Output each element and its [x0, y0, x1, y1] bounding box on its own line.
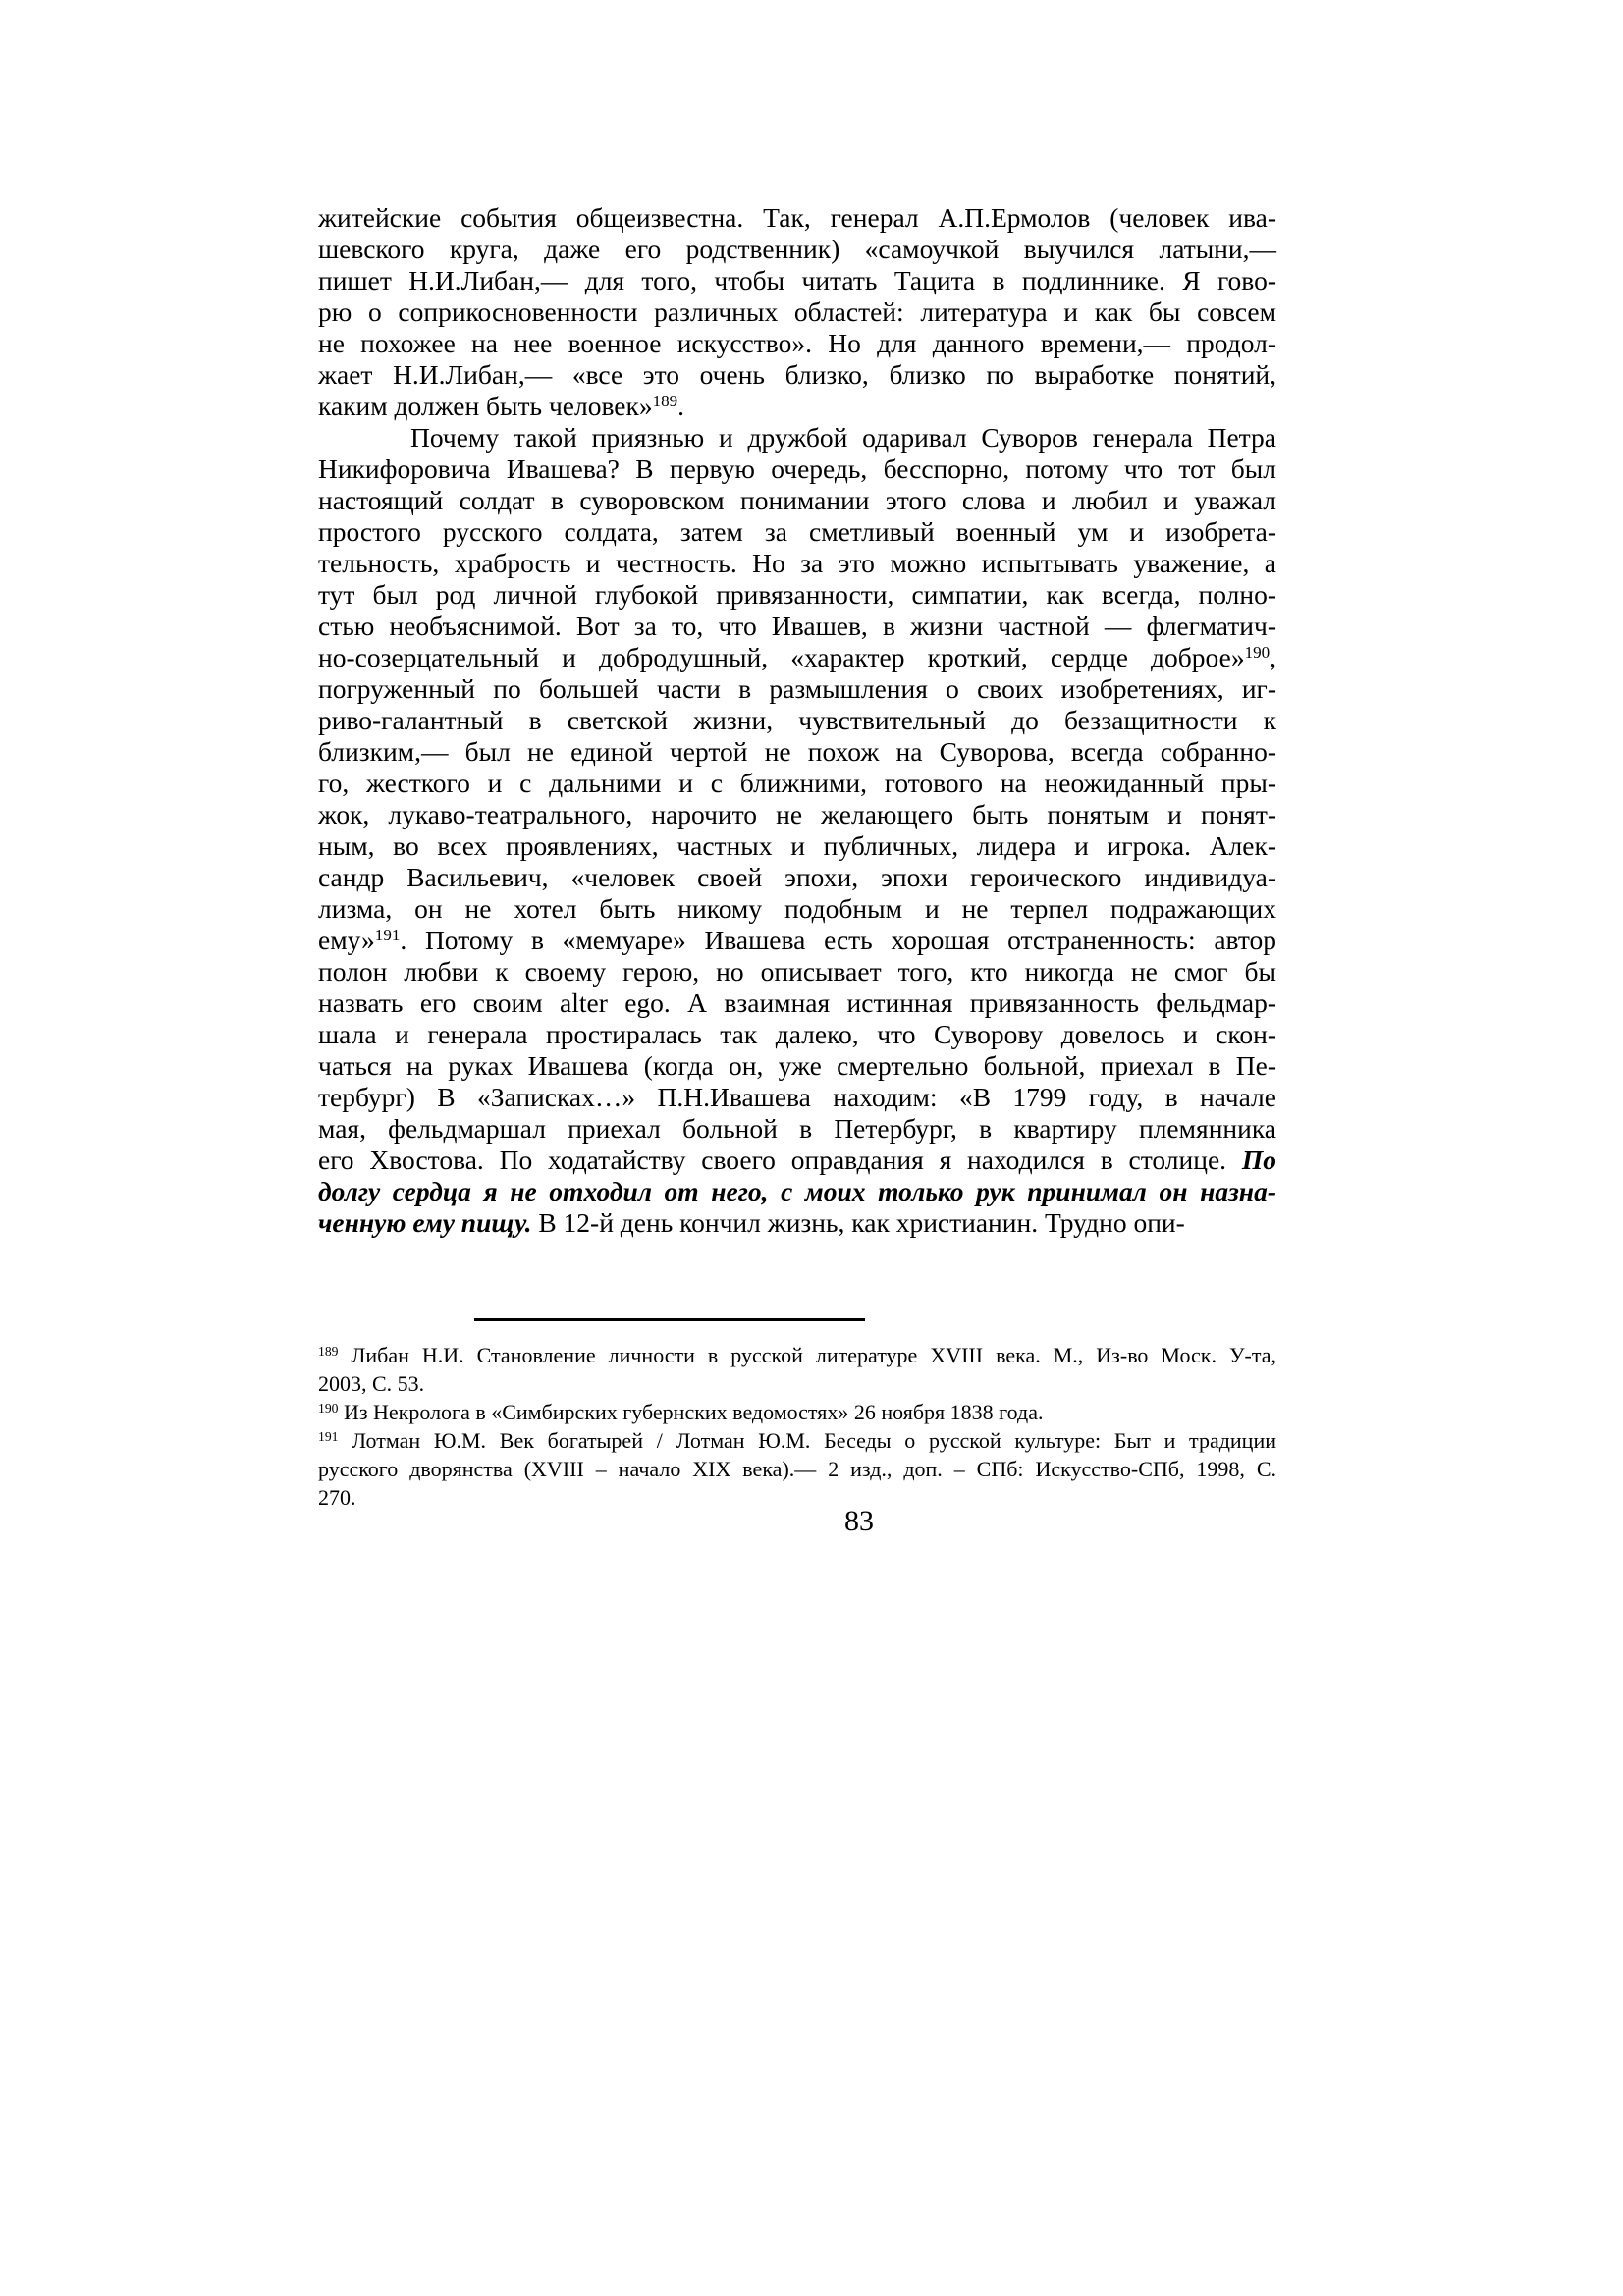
text-segment: жает Н.И.Либан,— «все это очень близко, близко по выработке понятий, [318, 359, 1276, 390]
text-segment: его Хвостова. По ходатайству своего оправдания я находился в столице. [318, 1145, 1242, 1175]
text-line [318, 265, 1276, 296]
text-segment: назвать его своим alter ego. А взаимная истинная привязанность фельдмар- [318, 988, 1276, 1018]
text-line [318, 202, 1276, 234]
text-line [318, 1207, 1276, 1239]
text-segment: В 12-й день кончил жизнь, как христианин. Трудно опи- [531, 1207, 1185, 1238]
text-segment: тербург) В «Записках…» П.Н.Ивашева находим: «В 1799 году, в начале [318, 1082, 1276, 1112]
text-line [318, 328, 1276, 359]
footnote-190 [318, 1398, 1276, 1426]
text-segment: . [677, 391, 685, 421]
text-segment: Из Некролога в «Симбирских губернских ведомостях» 26 ноября 1838 года. [338, 1400, 1044, 1424]
text-line [318, 1176, 1276, 1207]
text-segment: Никифоровича Ивашева? В первую очередь, бесспорно, потому что тот был [318, 454, 1276, 484]
text-line [318, 705, 1276, 736]
text-line [318, 296, 1276, 328]
text-segment: ченную ему пищу. [318, 1207, 532, 1238]
text-line [318, 893, 1276, 925]
text-line [318, 579, 1276, 611]
text-segment: простого русского солдата, затем за сметливый военный ум и изобрета- [318, 516, 1276, 547]
footnote-marker: 191 [318, 1428, 339, 1444]
text-segment: го, жесткого и с дальними и с ближними, готового на неожиданный пры- [318, 768, 1276, 798]
paragraph-1 [318, 202, 1276, 422]
text-line [318, 234, 1276, 265]
text-segment: , [1270, 642, 1276, 672]
text-segment: ему» [318, 925, 375, 955]
text-line [318, 1369, 1276, 1398]
text-line [318, 1113, 1276, 1145]
text-segment: погруженный по большей части в размышления о своих изобретениях, иг- [318, 673, 1276, 704]
text-segment: . Потому в «мемуаре» Ивашева есть хорошая отстраненность: автор [400, 925, 1276, 955]
text-segment: пишет Н.И.Либан,— для того, чтобы читать Тацита в подлиннике. Я гово- [318, 265, 1276, 295]
text-line [318, 611, 1276, 642]
text-segment: сандр Васильевич, «человек своей эпохи, эпохи героического индивидуа- [318, 862, 1276, 892]
text-segment: 2003, С. 53. [318, 1371, 425, 1396]
footnote-marker: 189 [652, 391, 678, 410]
footnote-189 [318, 1341, 1276, 1398]
text-segment: каким должен быть человек» [318, 391, 653, 421]
text-segment: риво-галантный в светской жизни, чувствительный до беззащитности к [318, 705, 1276, 735]
text-segment: близким,— был не единой чертой не похож на Суворова, всегда собранно- [318, 736, 1276, 767]
text-line [318, 1455, 1276, 1483]
text-line [318, 1483, 1276, 1512]
text-line [318, 485, 1276, 516]
text-line [318, 548, 1276, 579]
text-segment: шевского круга, даже его родственник) «самоучкой выучился латыни,— [318, 234, 1276, 264]
text-segment: мая, фельдмаршал приехал больной в Петербург, в квартиру племянника [318, 1113, 1276, 1144]
text-line [318, 673, 1276, 705]
text-line [318, 422, 1276, 454]
text-line [318, 642, 1276, 673]
paragraph-2 [318, 422, 1276, 1239]
text-line [318, 956, 1276, 988]
text-line [318, 1426, 1276, 1455]
text-line [318, 1145, 1276, 1176]
text-segment: тельность, храбрость и честность. Но за это можно испытывать уважение, а [318, 548, 1276, 578]
text-segment: не похожее на нее военное искусство». Но для данного времени,— продол- [318, 328, 1276, 358]
text-segment: По [1241, 1145, 1276, 1175]
page-number: 83 [844, 1505, 874, 1537]
text-segment: лизма, он не хотел быть никому подобным и не терпел подражающих [318, 893, 1276, 924]
text-segment: житейские события общеизвестна. Так, генерал А.П.Ермолов (человек ива- [318, 202, 1276, 233]
text-line [318, 391, 1276, 422]
text-line [318, 925, 1276, 956]
footnote-marker: 189 [318, 1343, 339, 1359]
text-line [318, 830, 1276, 862]
text-segment: рю о соприкосновенности различных областей: литература и как бы совсем [318, 296, 1276, 327]
text-segment: долгу сердца я не отходил от него, с моих только рук принимал он назна- [318, 1176, 1276, 1206]
text-line [318, 768, 1276, 799]
text-line [318, 988, 1276, 1019]
footnote-marker: 191 [374, 925, 401, 944]
footnote-marker: 190 [318, 1400, 339, 1415]
footnote-separator-rule [474, 1318, 865, 1321]
text-line [318, 1398, 1276, 1426]
text-segment: ным, во всех проявлениях, частных и публичных, лидера и игрока. Алек- [318, 830, 1276, 861]
text-segment: жок, лукаво-театрального, нарочито не желающего быть понятым и понят- [318, 799, 1276, 829]
footnotes-section [318, 1318, 1276, 1512]
text-segment: настоящий солдат в суворовском понимании этого слова и любил и уважал [318, 485, 1276, 515]
body-text [318, 202, 1276, 1239]
text-segment: стью необъяснимой. Вот за то, что Ивашев, в жизни частной — флегматич- [318, 611, 1276, 641]
text-line [318, 454, 1276, 485]
text-segment: Почему такой приязнью и дружбой одаривал Суворов генерала Петра [410, 422, 1276, 453]
text-line [318, 1082, 1276, 1113]
text-line [318, 1019, 1276, 1050]
text-segment: шала и генерала простиралась так далеко, что Суворову довелось и скон- [318, 1019, 1276, 1049]
text-line [318, 799, 1276, 830]
text-segment: Либан Н.И. Становление личности в русской литературе XVIII века. М., Из-во Моск. У-та, [338, 1343, 1276, 1367]
text-segment: 270. [318, 1485, 356, 1510]
text-line [318, 1050, 1276, 1082]
text-line [318, 516, 1276, 548]
text-segment: чаться на руках Ивашева (когда он, уже смертельно больной, приехал в Пе- [318, 1050, 1276, 1081]
text-line [318, 359, 1276, 391]
text-line [318, 736, 1276, 768]
footnote-marker: 190 [1244, 642, 1271, 662]
text-segment: тут был род личной глубокой привязанности, симпатии, как всегда, полно- [318, 579, 1276, 610]
text-line [318, 1341, 1276, 1369]
text-segment: русского дворянства (XVIII – начало XIX века).— 2 изд., доп. – СПб: Искусство-СПб, 1998, С. [318, 1457, 1276, 1481]
text-segment: но-созерцательный и добродушный, «характер кроткий, сердце доброе» [318, 642, 1245, 672]
text-segment: полон любви к своему герою, но описывает того, кто никогда не смог бы [318, 956, 1276, 987]
footnote-191 [318, 1426, 1276, 1512]
text-line [318, 862, 1276, 893]
text-segment: Лотман Ю.М. Век богатырей / Лотман Ю.М. Беседы о русской культуре: Быт и традиции [338, 1428, 1276, 1453]
